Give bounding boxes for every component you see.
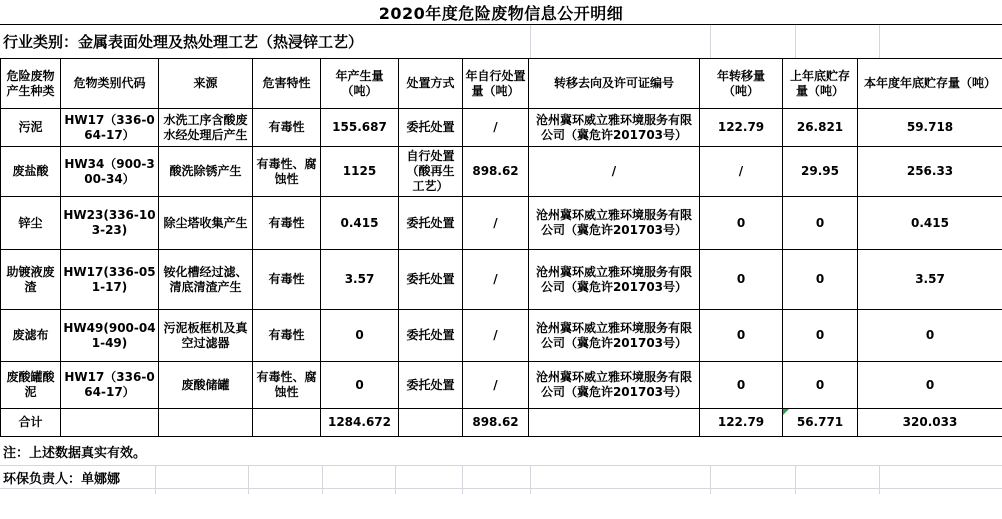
cell-transfer-dest: 沧州冀环威立雅环境服务有限公司（冀危许201703号） <box>529 250 700 310</box>
cell-current-year-storage: 256.33 <box>858 147 1002 197</box>
cell-disposal-method: 委托处置 <box>399 362 463 409</box>
cell-source: 酸洗除锈产生 <box>159 147 253 197</box>
cell-annual-qty: 3.57 <box>321 250 399 310</box>
cell-disposal-method: 委托处置 <box>399 250 463 310</box>
total-annual-qty: 1284.672 <box>321 409 399 437</box>
note-text: 注：上述数据真实有效。 <box>3 445 147 461</box>
cell-waste-type: 助镀液废渣 <box>1 250 61 310</box>
cell-transfer-qty: 0 <box>700 250 783 310</box>
total-prev-year-storage-value: 56.771 <box>796 415 844 429</box>
grid-line <box>530 466 531 488</box>
cell-self-disposal-qty: / <box>463 310 529 362</box>
page-title: 2020年度危险废物信息公开明细 <box>0 0 1002 25</box>
cell-prev-year-storage: 0 <box>783 197 858 250</box>
cell-annual-qty: 0.415 <box>321 197 399 250</box>
cell-comment-flag-icon <box>783 409 789 415</box>
cell-current-year-storage: 59.718 <box>858 109 1002 147</box>
cell-prev-year-storage: 0 <box>783 362 858 409</box>
cell-waste-type: 废滤布 <box>1 310 61 362</box>
grid-line <box>710 25 711 58</box>
total-transfer-qty: 122.79 <box>700 409 783 437</box>
header-transfer-qty: 年转移量（吨） <box>700 59 783 109</box>
grid-line <box>155 466 156 488</box>
industry-category-label: 行业类别：金属表面处理及热处理工艺（热浸锌工艺） <box>3 33 364 51</box>
cell-hazard: 有毒性 <box>253 250 321 310</box>
cell-waste-type: 废盐酸 <box>1 147 61 197</box>
cell-prev-year-storage: 0 <box>783 250 858 310</box>
cell-annual-qty: 0 <box>321 362 399 409</box>
table-row <box>1 310 1002 362</box>
total-hazard <box>253 409 321 437</box>
cell-disposal-method: 自行处置（酸再生工艺） <box>399 147 463 197</box>
header-self-disposal-qty: 年自行处置量（吨） <box>463 59 529 109</box>
cell-hazard: 有毒性、腐蚀性 <box>253 147 321 197</box>
cell-disposal-method: 委托处置 <box>399 197 463 250</box>
cell-waste-type: 污泥 <box>1 109 61 147</box>
table-row <box>1 147 1002 197</box>
total-label: 合计 <box>1 409 61 437</box>
header-annual-qty: 年产生量（吨） <box>321 59 399 109</box>
cell-annual-qty: 155.687 <box>321 109 399 147</box>
cell-waste-code: HW23(336-103-23) <box>61 197 159 250</box>
cell-source: 铵化槽经过滤、清底清渣产生 <box>159 250 253 310</box>
cell-disposal-method: 委托处置 <box>399 109 463 147</box>
responsible-person-row <box>0 466 1002 489</box>
cell-waste-code: HW49(900-041-49) <box>61 310 159 362</box>
grid-line <box>795 489 796 494</box>
cell-source: 废酸储罐 <box>159 362 253 409</box>
grid-line <box>879 466 880 488</box>
grid-line <box>879 25 880 58</box>
header-row <box>1 59 1002 109</box>
grid-line <box>155 489 156 494</box>
cell-transfer-dest: 沧州冀环威立雅环境服务有限公司（冀危许201703号） <box>529 362 700 409</box>
total-self-disposal-qty: 898.62 <box>463 409 529 437</box>
cell-annual-qty: 0 <box>321 310 399 362</box>
cell-transfer-dest: / <box>529 147 700 197</box>
cell-waste-code: HW17（336-064-17） <box>61 362 159 409</box>
total-waste-code <box>61 409 159 437</box>
cell-current-year-storage: 0 <box>858 362 1002 409</box>
header-transfer-dest: 转移去向及许可证编号 <box>529 59 700 109</box>
cell-transfer-qty: 0 <box>700 310 783 362</box>
cell-self-disposal-qty: / <box>463 250 529 310</box>
hazardous-waste-table <box>0 58 1002 437</box>
empty-grid-row <box>0 489 1002 494</box>
grid-line <box>710 466 711 488</box>
grid-line <box>879 489 880 494</box>
header-waste-code: 危物类别代码 <box>61 59 159 109</box>
cell-annual-qty: 1125 <box>321 147 399 197</box>
total-current-year-storage: 320.033 <box>858 409 1002 437</box>
grid-line <box>530 25 531 58</box>
cell-self-disposal-qty: 898.62 <box>463 147 529 197</box>
grid-line <box>710 489 711 494</box>
industry-category-row <box>0 25 1002 58</box>
header-source: 来源 <box>159 59 253 109</box>
total-disposal-method <box>399 409 463 437</box>
grid-line <box>530 489 531 494</box>
grid-line <box>248 489 249 494</box>
cell-hazard: 有毒性 <box>253 109 321 147</box>
header-current-year-storage: 本年度年底贮存量（吨） <box>858 59 1002 109</box>
total-row <box>1 409 1002 437</box>
cell-transfer-qty: 0 <box>700 362 783 409</box>
cell-current-year-storage: 0.415 <box>858 197 1002 250</box>
cell-waste-type: 废酸罐酸泥 <box>1 362 61 409</box>
cell-transfer-qty: 0 <box>700 197 783 250</box>
cell-transfer-dest: 沧州冀环威立雅环境服务有限公司（冀危许201703号） <box>529 310 700 362</box>
grid-line <box>795 466 796 488</box>
header-disposal-method: 处置方式 <box>399 59 463 109</box>
grid-line <box>795 25 796 58</box>
cell-hazard: 有毒性 <box>253 310 321 362</box>
cell-prev-year-storage: 26.821 <box>783 109 858 147</box>
cell-prev-year-storage: 29.95 <box>783 147 858 197</box>
cell-transfer-dest: 沧州冀环威立雅环境服务有限公司（冀危许201703号） <box>529 109 700 147</box>
cell-source: 除尘塔收集产生 <box>159 197 253 250</box>
table-row <box>1 362 1002 409</box>
cell-waste-code: HW17（336-064-17） <box>61 109 159 147</box>
total-source <box>159 409 253 437</box>
cell-waste-code: HW34（900-300-34） <box>61 147 159 197</box>
responsible-person-text: 环保负责人：单娜娜 <box>3 471 121 487</box>
header-waste-type: 危险废物产生种类 <box>1 59 61 109</box>
cell-current-year-storage: 0 <box>858 310 1002 362</box>
cell-source: 污泥板框机及真空过滤器 <box>159 310 253 362</box>
header-hazard: 危害特性 <box>253 59 321 109</box>
grid-line <box>395 489 396 494</box>
cell-current-year-storage: 3.57 <box>858 250 1002 310</box>
cell-transfer-qty: 122.79 <box>700 109 783 147</box>
cell-hazard: 有毒性、腐蚀性 <box>253 362 321 409</box>
header-prev-year-storage: 上年底贮存量（吨） <box>783 59 858 109</box>
cell-waste-type: 锌尘 <box>1 197 61 250</box>
cell-waste-code: HW17(336-051-17) <box>61 250 159 310</box>
cell-source: 水洗工序含酸废水经处理后产生 <box>159 109 253 147</box>
cell-prev-year-storage: 0 <box>783 310 858 362</box>
grid-line <box>395 466 396 488</box>
cell-hazard: 有毒性 <box>253 197 321 250</box>
total-transfer-dest <box>529 409 700 437</box>
total-prev-year-storage <box>783 409 858 437</box>
cell-self-disposal-qty: / <box>463 197 529 250</box>
cell-disposal-method: 委托处置 <box>399 310 463 362</box>
grid-line <box>462 489 463 494</box>
table-row <box>1 250 1002 310</box>
table-row <box>1 197 1002 250</box>
grid-line <box>322 489 323 494</box>
cell-transfer-dest: 沧州冀环威立雅环境服务有限公司（冀危许201703号） <box>529 197 700 250</box>
grid-line <box>248 466 249 488</box>
cell-self-disposal-qty: / <box>463 109 529 147</box>
cell-transfer-qty: / <box>700 147 783 197</box>
cell-self-disposal-qty: / <box>463 362 529 409</box>
table-row <box>1 109 1002 147</box>
grid-line <box>322 466 323 488</box>
grid-line <box>462 466 463 488</box>
data-validity-note <box>0 437 1002 466</box>
